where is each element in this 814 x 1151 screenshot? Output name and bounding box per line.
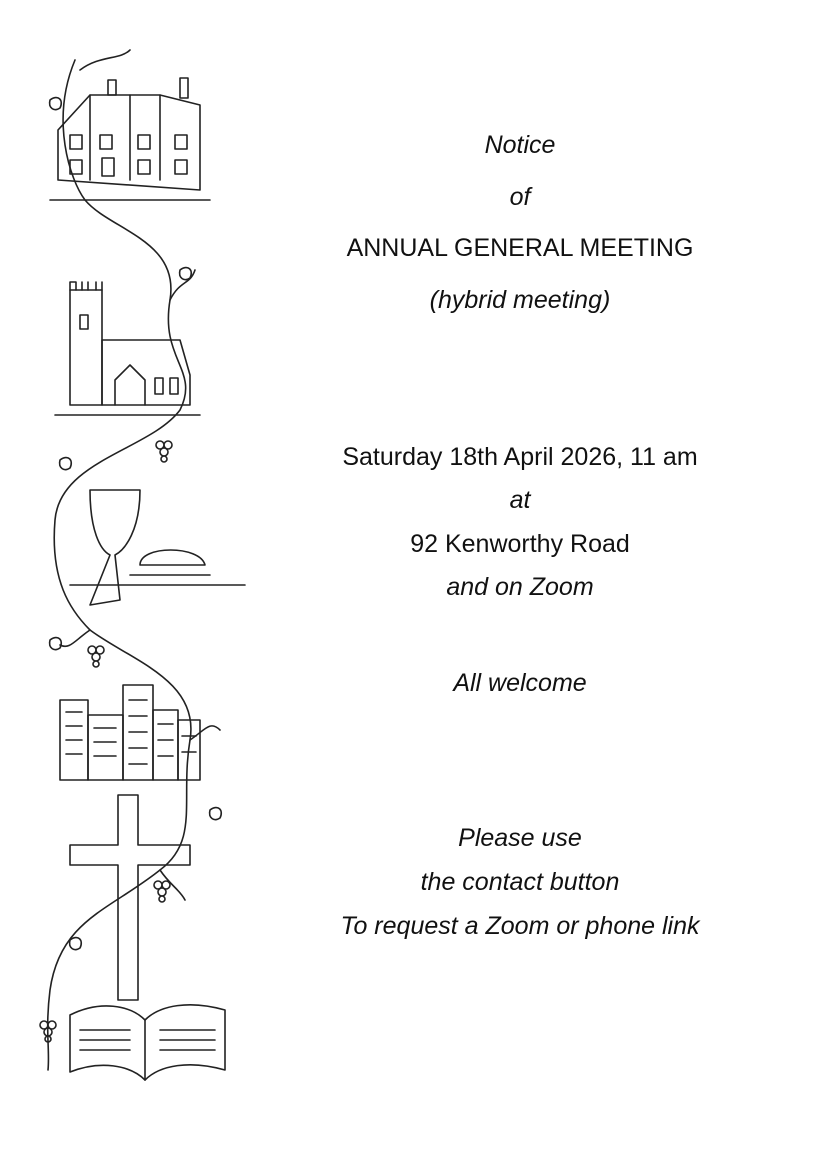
welcome-text: All welcome bbox=[453, 669, 587, 697]
chalice-bread-icon bbox=[70, 490, 245, 605]
contact-line-3: To request a Zoom or phone link bbox=[340, 912, 700, 940]
date-time: Saturday 18th April 2026, 11 am bbox=[342, 443, 698, 471]
open-bible-icon bbox=[70, 1005, 225, 1080]
cross-icon bbox=[70, 795, 190, 1000]
terrace-houses-icon bbox=[50, 78, 210, 200]
vine-illustration bbox=[30, 40, 260, 1100]
online-zoom: and on Zoom bbox=[446, 573, 594, 601]
notice-of: of bbox=[509, 183, 531, 211]
notice-text bbox=[280, 0, 760, 1151]
meeting-heading: ANNUAL GENERAL MEETING bbox=[346, 234, 694, 262]
venue-address: 92 Kenworthy Road bbox=[410, 530, 630, 558]
contact-line-2: the contact button bbox=[420, 868, 620, 896]
city-buildings-icon bbox=[60, 685, 200, 780]
church-icon bbox=[55, 282, 200, 415]
contact-line-1: Please use bbox=[458, 824, 582, 852]
notice-title: Notice bbox=[484, 131, 556, 159]
vine-illustration-svg bbox=[30, 40, 260, 1100]
at-label: at bbox=[509, 486, 531, 514]
meeting-subheading: (hybrid meeting) bbox=[429, 286, 611, 314]
